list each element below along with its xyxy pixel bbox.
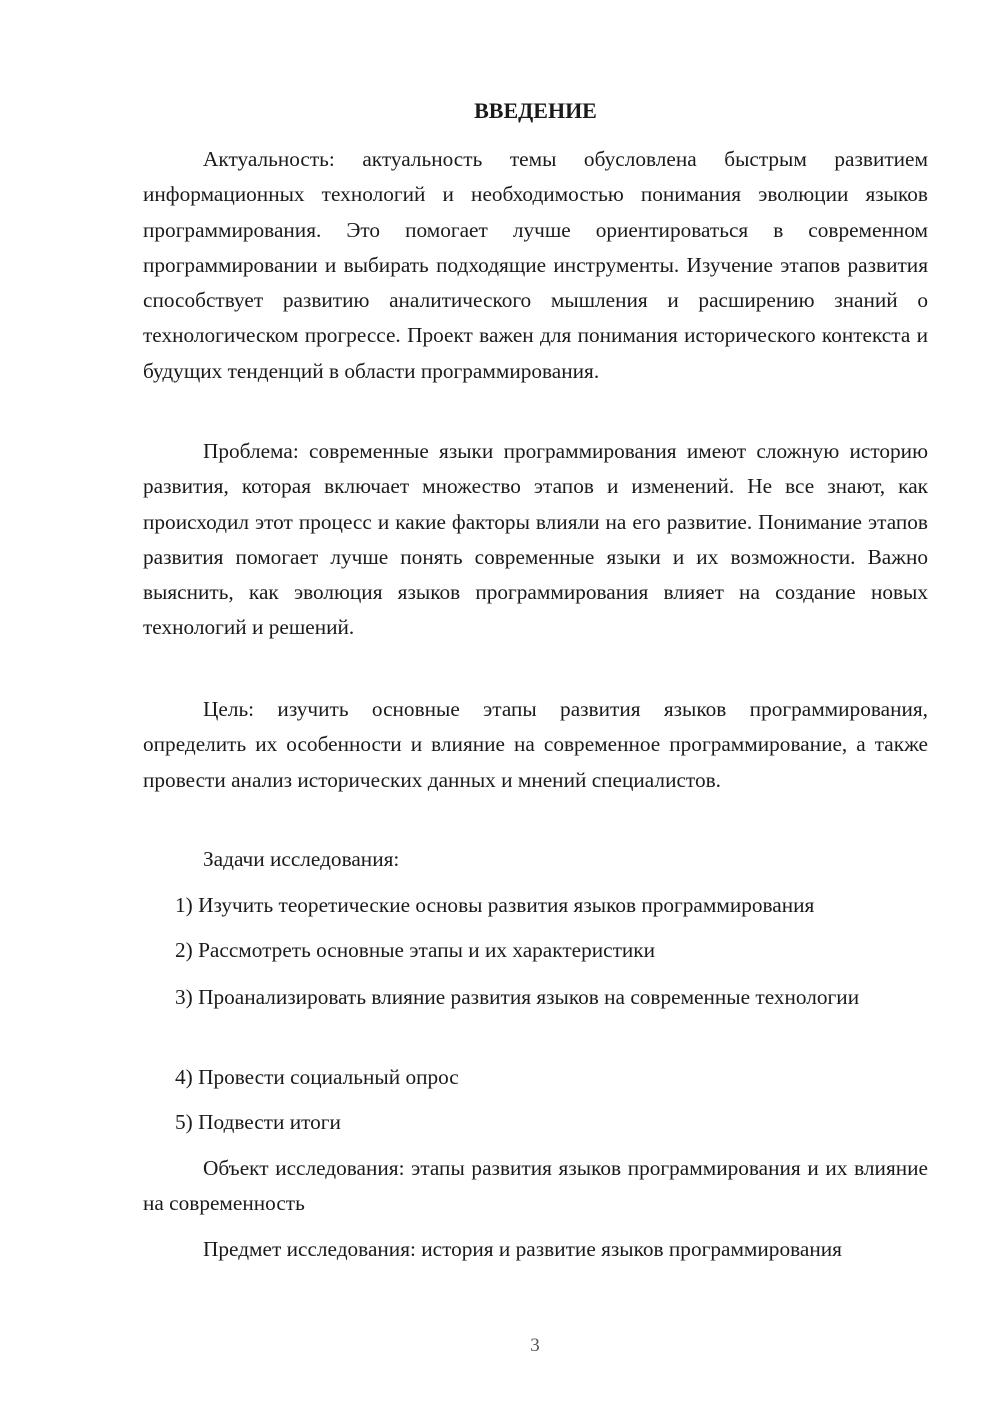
goal-paragraph: Цель: изучить основные этапы развития языков программирования, определить их особенности и влияние на современное программирование, а также провести анализ исторических данных и мнений специалистов. <box>143 697 928 792</box>
task-item-3: 3) Проанализировать влияние развития языков на современные технологии <box>175 985 860 1009</box>
object-paragraph: Объект исследования: этапы развития языков программирования и их влияние на современность <box>143 1156 928 1216</box>
task-item-4: 4) Провести социальный опрос <box>175 1065 459 1089</box>
tasks-title: Задачи исследования: <box>203 847 400 871</box>
relevance-paragraph: Актуальность: актуальность темы обусловлена быстрым развитием информационных технологий и необходимостью понимания эволюции языков программирования. Это помогает лучше ориентироваться в современном программировании и выбирать подходящие инструменты. Изучение этапов развития способствует развитию аналитического мышления и расширению знаний о технологическом прогрессе. Проект важен для понимания исторического контекста и будущих тенденций в области программирования. <box>143 147 928 383</box>
task-item-2: 2) Рассмотреть основные этапы и их характеристики <box>175 938 656 962</box>
task-item-1: 1) Изучить теоретические основы развития языков программирования <box>175 893 815 917</box>
page-number: 3 <box>530 1335 540 1356</box>
subject-paragraph: Предмет исследования: история и развитие языков программирования <box>203 1237 842 1261</box>
problem-paragraph: Проблема: современные языки программирования имеют сложную историю развития, которая включает множество этапов и изменений. Не все знают, как происходил этот процесс и какие факторы влияли на его развитие. Понимание этапов развития помогает лучше понять современные языки и их возможности. Важно выяснить, как эволюция языков программирования влияет на создание новых технологий и решений. <box>143 439 928 640</box>
task-item-5: 5) Подвести итоги <box>175 1110 341 1134</box>
page-title: ВВЕДЕНИЕ <box>474 98 597 123</box>
